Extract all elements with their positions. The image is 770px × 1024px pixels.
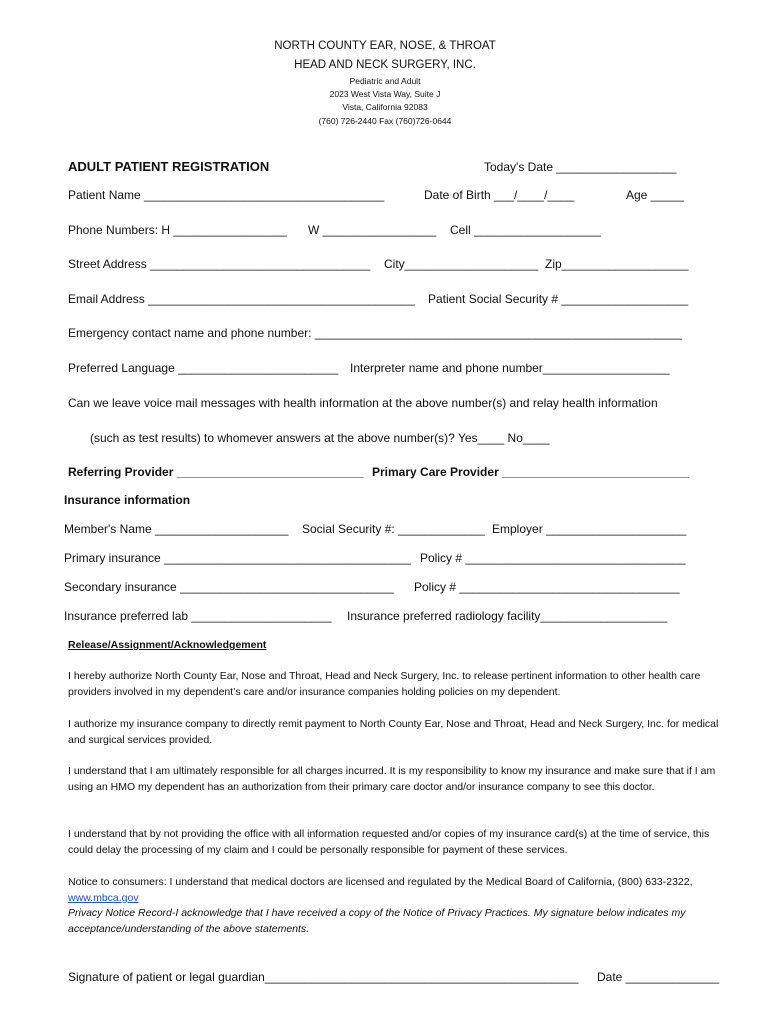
secondary-insurance-field[interactable]: Secondary insurance ________________________________ xyxy=(64,580,394,594)
notice-text: Notice to consumers: I understand that medical doctors are licensed and regulated by the Medical Board of California, (800) 633-2322, xyxy=(68,876,693,888)
street-address-field[interactable]: Street Address _________________________________ xyxy=(68,257,371,271)
interpreter-field[interactable]: Interpreter name and phone number___________________ xyxy=(350,361,670,375)
form-title: ADULT PATIENT REGISTRATION xyxy=(68,159,270,174)
preferred-radiology-field[interactable]: Insurance preferred radiology facility___________________ xyxy=(347,609,668,623)
notice-to-consumers xyxy=(68,874,728,906)
home-phone-field[interactable]: Phone Numbers: H _________________ xyxy=(68,223,287,237)
zip-field[interactable]: Zip___________________ xyxy=(545,257,689,271)
member-ssn-field[interactable]: Social Security #: _____________ xyxy=(302,522,485,536)
privacy-notice: Privacy Notice Record-I acknowledge that I have received a copy of the Notice of Privacy Practices. My signature below indicates my acceptance/understanding of the above statements. xyxy=(68,907,686,935)
voicemail-question-line2[interactable]: (such as test results) to whomever answers at the above number(s)? Yes____ No____ xyxy=(90,431,550,445)
release-paragraph-2: I authorize my insurance company to directly remit payment to North County Ear, Nose and Throat, Head and Neck Surgery, Inc. for medical and surgical services provided. xyxy=(68,718,719,746)
member-name-field[interactable]: Member's Name ____________________ xyxy=(64,522,289,536)
date-of-birth-field[interactable]: Date of Birth ___/____/____ xyxy=(424,188,575,202)
age-field[interactable]: Age _____ xyxy=(626,188,685,202)
release-heading: Release/Assignment/Acknowledgement xyxy=(68,639,267,651)
city-field[interactable]: City____________________ xyxy=(384,257,539,271)
practice-name-line1: NORTH COUNTY EAR, NOSE, & THROAT xyxy=(274,40,496,52)
release-paragraph-3: I understand that I am ultimately responsible for all charges incurred. It is my responsibility to know my insurance and make sure that if I am using an HMO my dependent has an authorization from their primary care doctor and/or insurance company to see this doctor. xyxy=(68,765,716,793)
primary-care-provider-field[interactable]: Primary Care Provider ____________________________ xyxy=(372,465,689,479)
preferred-language-field[interactable]: Preferred Language ________________________ xyxy=(68,361,339,375)
referring-provider-field[interactable]: Referring Provider ____________________________ xyxy=(68,465,364,479)
work-phone-field[interactable]: W _________________ xyxy=(308,223,437,237)
preferred-lab-field[interactable]: Insurance preferred lab _____________________ xyxy=(64,609,332,623)
cell-phone-field[interactable]: Cell ___________________ xyxy=(450,223,601,237)
release-paragraph-1: I hereby authorize North County Ear, Nose and Throat, Head and Neck Surgery, Inc. to release pertinent information to other health care providers involved in my dependent’s care and/or insurance companies holding policies on my dependent. xyxy=(68,670,701,698)
secondary-policy-field[interactable]: Policy # _________________________________ xyxy=(414,580,680,594)
signature-date-field[interactable]: Date ______________ xyxy=(597,970,720,984)
practice-address1: 2023 West Vista Way, Suite J xyxy=(329,89,441,99)
voicemail-question-line1: Can we leave voice mail messages with health information at the above number(s) and relay health information xyxy=(68,396,658,410)
practice-subtitle: Pediatric and Adult xyxy=(349,76,421,86)
primary-insurance-field[interactable]: Primary insurance _____________________________________ xyxy=(64,551,411,565)
mbca-link[interactable]: www.mbca.gov xyxy=(68,892,139,904)
patient-name-field[interactable]: Patient Name ____________________________________ xyxy=(68,188,385,202)
employer-field[interactable]: Employer _____________________ xyxy=(492,522,687,536)
patient-ssn-field[interactable]: Patient Social Security # ___________________ xyxy=(428,292,689,306)
emergency-contact-field[interactable]: Emergency contact name and phone number: _______________________________________________________ xyxy=(68,326,682,340)
practice-name-line2: HEAD AND NECK SURGERY, INC. xyxy=(294,59,476,71)
todays-date-field[interactable]: Today's Date __________________ xyxy=(484,160,677,174)
practice-phone-fax: (760) 726-2440 Fax (760)726-0644 xyxy=(318,116,452,126)
primary-policy-field[interactable]: Policy # _________________________________ xyxy=(420,551,686,565)
email-field[interactable]: Email Address ________________________________________ xyxy=(68,292,415,306)
release-paragraph-4: I understand that by not providing the office with all information requested and/or copies of my insurance card(s) at the time of service, this could delay the processing of my claim and I could be personally responsible for payment of these services. xyxy=(68,828,710,856)
practice-address2: Vista, California 92083 xyxy=(342,102,428,112)
signature-field[interactable]: Signature of patient or legal guardian_______________________________________________ xyxy=(68,970,579,984)
insurance-heading: Insurance information xyxy=(64,493,191,507)
